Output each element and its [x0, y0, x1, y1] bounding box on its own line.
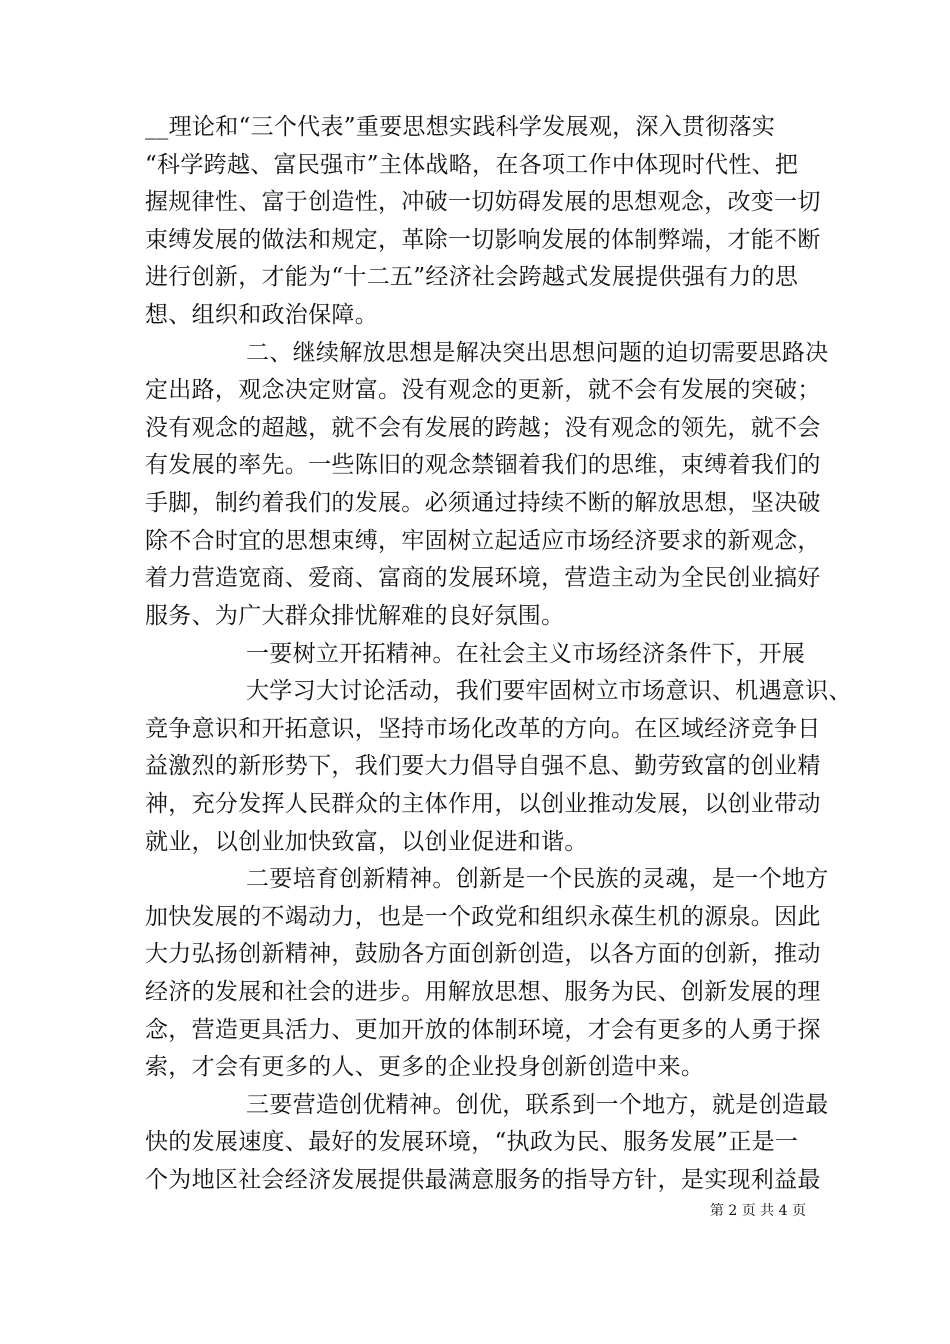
paragraph-start-line: 三要营造创优精神。创优，联系到一个地方，就是创造最 — [246, 1092, 829, 1118]
text-line: 大力弘扬创新精神，鼓励各方面创新创造，以各方面的创新，推动 — [145, 941, 821, 967]
text-line: 竞争意识和开拓意识，坚持市场化改革的方向。在区域经济竞争日 — [145, 716, 821, 742]
text-line: 神，充分发挥人民群众的主体作用，以创业推动发展，以创业带动 — [145, 791, 821, 817]
text-line: 没有观念的超越，就不会有发展的跨越；没有观念的领先，就不会 — [145, 415, 821, 441]
paragraph-start-line: 二要培育创新精神。创新是一个民族的灵魂，是一个地方 — [246, 866, 829, 892]
text-line: 大学习大讨论活动，我们要牢固树立市场意识、机遇意识、 — [246, 678, 852, 704]
text-line: 想、组织和政治保障。 — [145, 302, 378, 328]
text-line: “科学跨越、富民强市”主体战略，在各项工作中体现时代性、把 — [145, 152, 799, 178]
text-line: 就业，以创业加快致富，以创业促进和谐。 — [145, 829, 588, 855]
text-line: 进行创新，才能为“十二五”经济社会跨越式发展提供强有力的思 — [145, 264, 799, 290]
text-line: 着力营造宽商、爱商、富商的发展环境，营造主动为全民创业搞好 — [145, 565, 821, 591]
text-line: 加快发展的不竭动力，也是一个政党和组织永葆生机的源泉。因此 — [145, 904, 821, 930]
text-line: __理论和“三个代表”重要思想实践科学发展观，深入贯彻落实 — [145, 114, 776, 140]
paragraph-start-line: 一要树立开拓精神。在社会主义市场经济条件下，开展 — [246, 641, 806, 667]
text-line: 快的发展速度、最好的发展环境，“执政为民、服务发展”正是一 — [145, 1129, 799, 1155]
text-line: 个为地区社会经济发展提供最满意服务的指导方针，是实现利益最 — [145, 1167, 821, 1193]
page-number-footer: 第 2 页 共 4 页 — [709, 1203, 806, 1219]
text-line: 服务、为广大群众排忧解难的良好氛围。 — [145, 603, 565, 629]
text-line: 手脚，制约着我们的发展。必须通过持续不断的解放思想，坚决破 — [145, 490, 821, 516]
text-line: 定出路，观念决定财富。没有观念的更新，就不会有发展的突破； — [145, 377, 821, 403]
text-line: 索，才会有更多的人、更多的企业投身创新创造中来。 — [145, 1054, 705, 1080]
text-line: 握规律性、富于创造性，冲破一切妨碍发展的思想观念，改变一切 — [145, 189, 821, 215]
text-line: 束缚发展的做法和规定，革除一切影响发展的体制弊端，才能不断 — [145, 227, 821, 253]
text-line: 有发展的率先。一些陈旧的观念禁锢着我们的思维，束缚着我们的 — [145, 452, 821, 478]
text-line: 益激烈的新形势下，我们要大力倡导自强不息、勤劳致富的创业精 — [145, 753, 821, 779]
section-heading-line: 二、继续解放思想是解决突出思想问题的迫切需要思路决 — [246, 340, 829, 366]
text-line: 除不合时宜的思想束缚，牢固树立起适应市场经济要求的新观念， — [145, 528, 821, 554]
text-line: 经济的发展和社会的进步。用解放思想、服务为民、创新发展的理 — [145, 979, 821, 1005]
text-line: 念，营造更具活力、更加开放的体制环境，才会有更多的人勇于探 — [145, 1017, 821, 1043]
